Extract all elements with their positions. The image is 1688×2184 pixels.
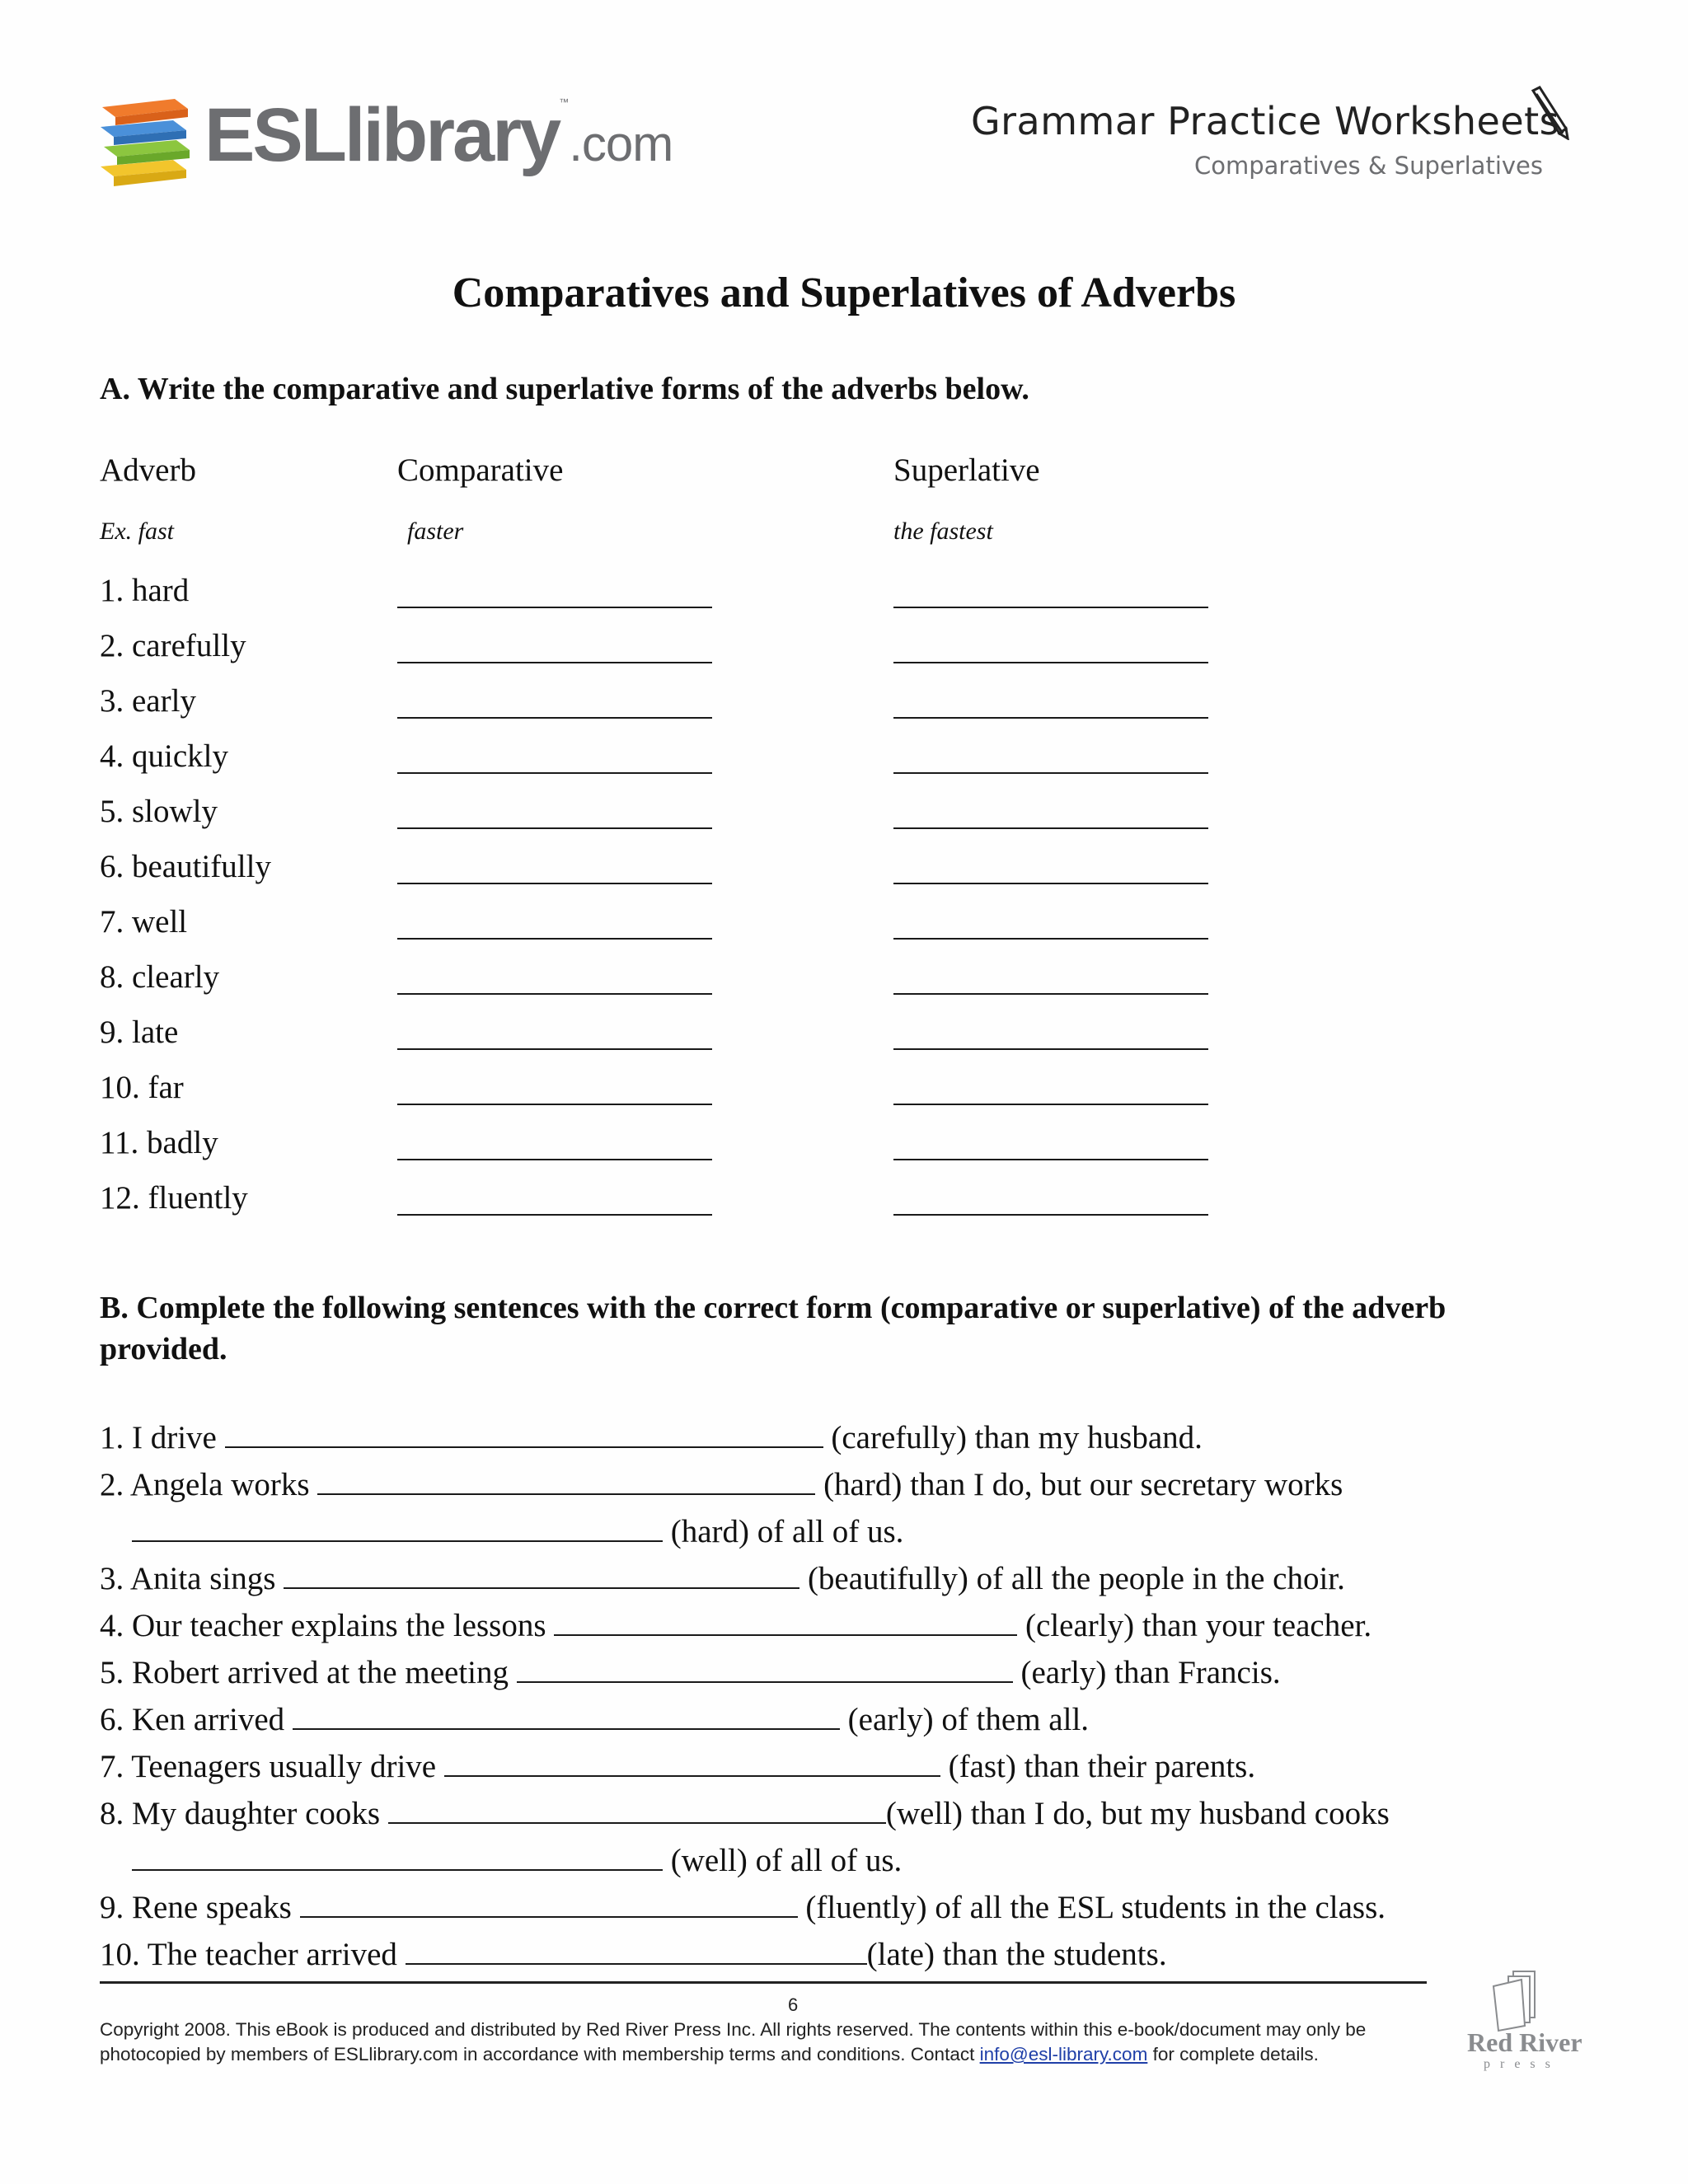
book-pages-icon [1489, 1968, 1546, 2034]
column-header-adverb: Adverb [100, 452, 196, 488]
comparative-blank[interactable] [397, 1159, 712, 1160]
sentence-line: 6. Ken arrived (early) of them all. [100, 1702, 1090, 1737]
adverb-item: 5. slowly [100, 794, 218, 829]
page-title: Comparatives and Superlatives of Adverbs [452, 269, 1236, 316]
adverb-item: 9. late [100, 1015, 179, 1050]
comparative-blank[interactable] [397, 717, 712, 719]
sentence-line: 8. My daughter cooks (well) than I do, but my husband cooks [100, 1796, 1390, 1831]
sentence-line: 7. Teenagers usually drive (fast) than their parents. [100, 1749, 1256, 1784]
comparative-blank[interactable] [397, 827, 712, 829]
superlative-blank[interactable] [893, 1159, 1208, 1160]
superlative-blank[interactable] [893, 938, 1208, 940]
comparative-blank[interactable] [397, 772, 712, 774]
comparative-blank[interactable] [397, 1104, 712, 1105]
superlative-blank[interactable] [893, 993, 1208, 995]
column-header-superlative: Superlative [893, 452, 1040, 488]
comparative-blank[interactable] [397, 607, 712, 608]
sentence-line: 9. Rene speaks (fluently) of all the ESL students in the class. [100, 1890, 1386, 1925]
answer-blank[interactable] [132, 1841, 663, 1871]
comparative-blank[interactable] [397, 993, 712, 995]
footer-divider [100, 1981, 1427, 1984]
sentence-line: 10. The teacher arrived (late) than the students. [100, 1937, 1167, 1972]
worksheet-topic: Comparatives & Superlatives [1193, 152, 1543, 180]
superlative-blank[interactable] [893, 607, 1208, 608]
superlative-blank[interactable] [893, 1048, 1208, 1050]
books-logo-icon [99, 97, 191, 190]
section-a-instruction: A. Write the comparative and superlative forms of the adverbs below. [100, 372, 1029, 406]
pencil-icon [1522, 86, 1571, 140]
section-b-instruction: B. Complete the following sentences with the correct form (comparative or superlative) of the adverb provided. [100, 1291, 1447, 1366]
answer-blank[interactable] [517, 1653, 1013, 1683]
sentence-line: 1. I drive (carefully) than my husband. [100, 1420, 1203, 1455]
adverb-item: 2. carefully [100, 628, 246, 663]
answer-blank[interactable] [225, 1418, 823, 1448]
sentence-line: (well) of all of us. [132, 1840, 902, 1882]
answer-blank[interactable] [132, 1512, 663, 1542]
answer-blank[interactable] [554, 1606, 1017, 1636]
superlative-blank[interactable] [893, 717, 1208, 719]
sentence-line: 4. Our teacher explains the lessons (clearly) than your teacher. [100, 1608, 1372, 1643]
superlative-blank[interactable] [893, 1214, 1208, 1216]
answer-blank[interactable] [284, 1559, 799, 1589]
column-header-comparative: Comparative [397, 452, 564, 488]
publisher-logo-sub: press [1484, 2057, 1560, 2071]
comparative-blank[interactable] [397, 662, 712, 663]
sentence-line: 2. Angela works (hard) than I do, but our secretary works [100, 1467, 1343, 1502]
publisher-logo: Red River [1467, 2027, 1582, 2057]
worksheet-series-title: Grammar Practice Worksheets [971, 99, 1560, 143]
adverb-item: 6. beautifully [100, 849, 271, 884]
superlative-blank[interactable] [893, 1104, 1208, 1105]
sentence-line: (hard) of all of us. [132, 1511, 903, 1553]
page-number: 6 [788, 1994, 799, 2015]
adverb-item: 4. quickly [100, 738, 228, 774]
superlative-blank[interactable] [893, 772, 1208, 774]
sentence-line: 3. Anita sings (beautifully) of all the people in the choir. [100, 1561, 1345, 1596]
answer-blank[interactable] [317, 1465, 815, 1495]
answer-blank[interactable] [293, 1700, 840, 1730]
superlative-blank[interactable] [893, 662, 1208, 663]
answer-blank[interactable] [300, 1888, 798, 1918]
adverb-item: 3. early [100, 683, 196, 719]
answer-blank[interactable] [388, 1794, 886, 1824]
answer-blank[interactable] [406, 1935, 867, 1965]
comparative-blank[interactable] [397, 1214, 712, 1216]
example-comparative: faster [407, 518, 464, 545]
superlative-blank[interactable] [893, 883, 1208, 884]
adverb-item: 8. clearly [100, 959, 220, 995]
comparative-blank[interactable] [397, 938, 712, 940]
superlative-blank[interactable] [893, 827, 1208, 829]
adverb-item: 11. badly [100, 1125, 218, 1160]
answer-blank[interactable] [444, 1747, 940, 1777]
adverb-item: 12. fluently [100, 1180, 248, 1216]
comparative-blank[interactable] [397, 883, 712, 884]
example-adverb: Ex. fast [100, 518, 174, 545]
esl-library-logo: ESLlibrary™.com [204, 93, 673, 177]
sentence-line: 5. Robert arrived at the meeting (early) than Francis. [100, 1655, 1281, 1690]
contact-email-link[interactable]: info@esl-library.com [979, 2044, 1148, 2064]
copyright-notice: Copyright 2008. This eBook is produced and distributed by Red River Press Inc. All rights reserved. The contents within this e-book/document may only be photocopied by members of ESLlibrary.com in accordance with membership terms and conditions. Contact info@esl-library.com for complete details. [100, 2019, 1367, 2064]
adverb-item: 10. far [100, 1070, 184, 1105]
comparative-blank[interactable] [397, 1048, 712, 1050]
adverb-item: 1. hard [100, 573, 190, 608]
adverb-item: 7. well [100, 904, 188, 940]
example-superlative: the fastest [893, 518, 993, 545]
